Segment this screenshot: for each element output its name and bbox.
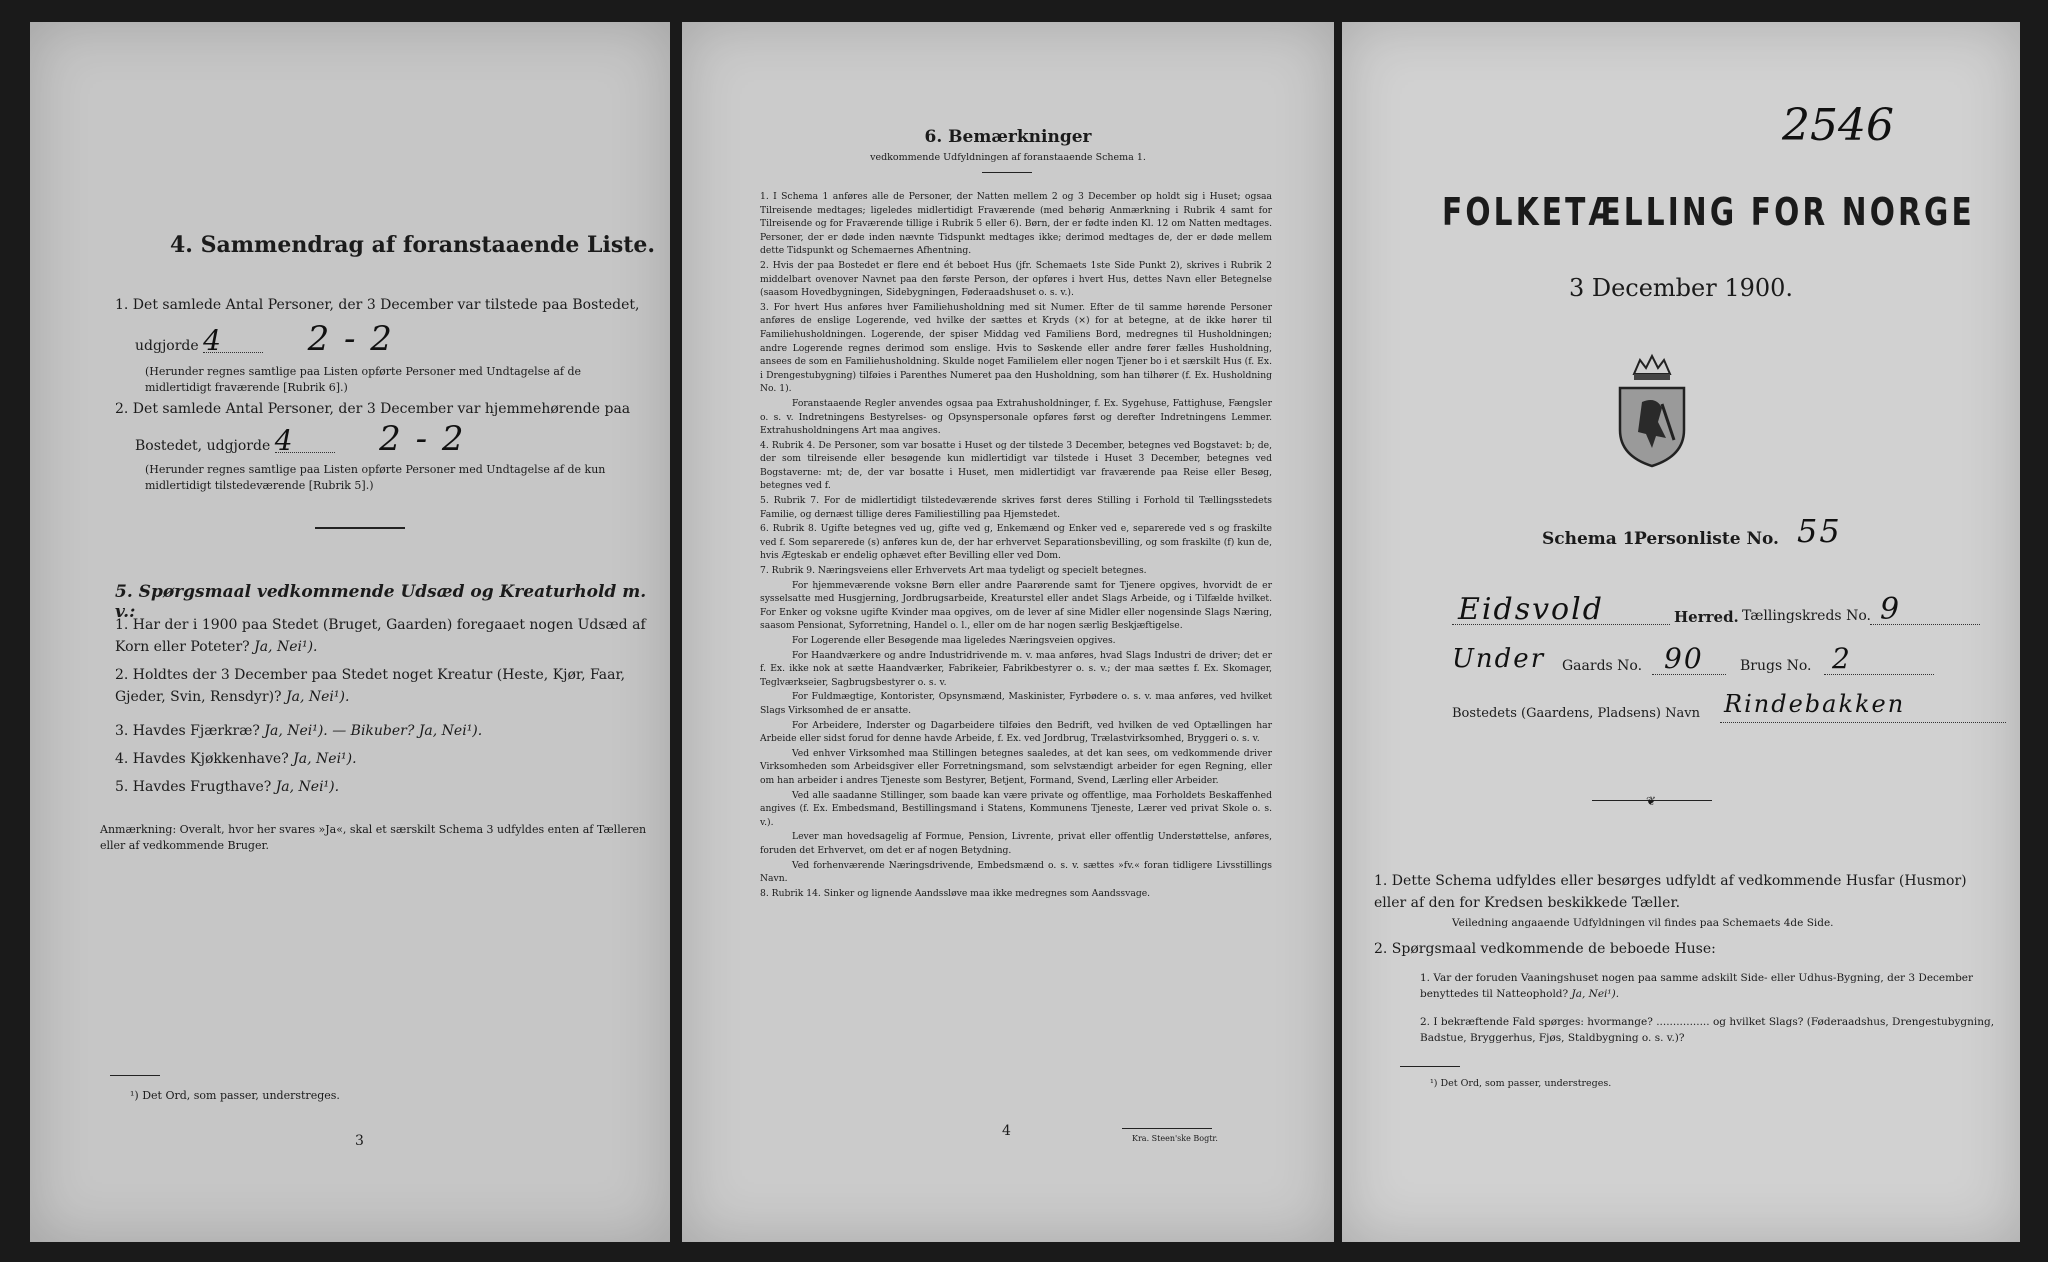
herred-label: Herred. (1674, 608, 1739, 626)
question-4 (115, 748, 650, 770)
herred-dots (1452, 624, 1670, 625)
remark-item: Ved enhver Virksomhed maa Stillingen betegnes saaledes, at det kan sees, om vedkommende driver Virksomheden som Arbeidsgiver eller Forretningsmand, som selvstændigt arbeider for egen Regning, eller om han arbeider i andres Tjeneste som Bestyrer, Betjent, Formand, Svend, Lærling eller Arbeider. (760, 747, 1272, 786)
item1-line2 (135, 319, 394, 359)
remark-item: Lever man hovedsagelig af Formue, Pension, Livrente, privat eller offentlig Understøttelse, anføres, foruden det Erhvervet, om det er af nogen Betydning. (760, 831, 1272, 856)
archive-number: 2546 (1782, 100, 1894, 151)
question-5-text: 5. Havdes Frugthave? (115, 779, 272, 795)
brugs-number: 2 (1832, 642, 1852, 675)
page-1-cover (1342, 22, 2020, 1242)
question-1 (115, 614, 650, 658)
kreds-label: Tællingskreds No. (1742, 608, 1871, 624)
remark-item: For hjemmeværende voksne Børn eller andre Paarørende samt for Tjenere opgives, hvorvidt de er sysselsatte med Husgjerning, Jordbrugsarbeide, Kreaturstel eller andet Slags Arbeide, og i Tilfælde hvilket. For Enker og voksne ugifte Kvinder maa opgives, om de lever af sine Midler eller nogensinde Slags Næring, saasom Pensionat, Syforretning, Handel o. l., eller om de har nogen særlig Beskjæftigelse. (760, 579, 1272, 632)
bosted-dots (1720, 722, 2006, 723)
item2-note: (Herunder regnes samtlige paa Listen opførte Personer med Undtagelse af de kun midlertidigt tilstedeværende [Rubrik 5].) (145, 463, 606, 492)
page-3-summary (30, 22, 670, 1242)
coat-of-arms-icon (1612, 352, 1692, 470)
footnote-rule (110, 1075, 160, 1076)
item2-line2 (135, 419, 466, 459)
remark-item: 2. Hvis der paa Bostedet er flere end ét beboet Hus (jfr. Schemaets 1ste Side Punkt 2), skrives i Rubrik 2 middelbart ovenover Navnet paa den første Person, der opføres i hvert Hus, dettes Navn eller Betegnelse (saasom Hovedbygningen, Sidebygningen, Føderaadshuset o. s. v.). (760, 259, 1272, 299)
census-date: 3 December 1900. (1568, 274, 1794, 302)
item2-prefix: Bostedet, udgjorde (135, 438, 271, 454)
footnote: ¹) Det Ord, som passer, understreges. (1430, 1078, 1612, 1089)
question-5 (115, 776, 650, 798)
item1-note: (Herunder regnes samtlige paa Listen opførte Personer med Undtagelse af de midlertidigt fraværende [Rubrik 6].) (145, 365, 582, 394)
remark-item: Ved alle saadanne Stillinger, som baade kan være private og offentlige, maa Forholdets Beskaffenhed angives (f. Ex. Embedsmand, Bestillingsmand i Statens, Kommunens Tjeneste, Lærer ved privat Skole o. s. v.). (760, 789, 1272, 828)
item1-hand-total: 4 (203, 330, 263, 353)
remark-item: For Logerende eller Besøgende maa ligeledes Næringsveien opgives. (792, 635, 1116, 646)
schema-label: Schema 1. (1542, 529, 1641, 549)
question-1-text: 1. Har der i 1900 paa Stedet (Bruget, Gaarden) foregaaet nogen Udsæd af Korn eller Poteter? (115, 617, 646, 655)
question-2 (115, 664, 650, 708)
ornament-icon: ❦ (1646, 794, 1657, 808)
instruction-1-note: Veiledning angaaende Udfyldningen vil findes paa Schemaets 4de Side. (1452, 917, 1834, 929)
remark-item: Foranstaaende Regler anvendes ogsaa paa Extrahusholdninger, f. Ex. Sygehuse, Fattighuse, Fængsler o. s. v. Indretningens Bestyrelses- og Opsynspersonale opføres først og derefter Indretningens Lemmer. Extrahusholdningens Art maa angives. (760, 397, 1272, 437)
kreds-number: 9 (1880, 592, 1902, 627)
gaards-row (1452, 642, 2012, 684)
instruction-2-q1-answer: Ja, Nei¹). (1571, 988, 1620, 1000)
instruction-2: 2. Spørgsmaal vedkommende de beboede Huse: (1374, 941, 1716, 957)
remarks-subtitle-rule (982, 172, 1032, 173)
printer-rule (1122, 1128, 1212, 1129)
question-3-text: 3. Havdes Fjærkræ? (115, 723, 260, 739)
section4-title: 4. Sammendrag af foranstaaende Liste. (170, 232, 656, 258)
question-2-text: 2. Holdtes der 3 December paa Stedet noget Kreatur (Heste, Kjør, Faar, Gjeder, Svin, Rensdyr)? (115, 667, 626, 705)
remarks-list (760, 190, 1272, 901)
remark-item: 4. Rubrik 4. De Personer, som var bosatte i Huset og der tilstede 3 December, betegnes ved Bogstavet: b; de, der som tilreisende eller besøgende kun midlertidigt var tilstede i Huset 3 December, betegnes ved Bogstaverne: mt; de, der var bosatte i Huset, men midlertidigt var fraværende paa Reise eller Besøg, betegnes ved f. (760, 439, 1272, 492)
page-number-3: 3 (355, 1133, 364, 1149)
item1-line1: 1. Det samlede Antal Personer, der 3 December var tilstede paa Bostedet, (115, 297, 640, 313)
brugs-label: Brugs No. (1740, 658, 1812, 674)
remarks-title: 6. Bemærkninger (924, 127, 1092, 147)
gaards-number: 90 (1664, 642, 1704, 675)
item2-hand-split: 2 - 2 (379, 419, 466, 459)
instruction-2-q1-text: 1. Var der foruden Vaaningshuset nogen paa samme adskilt Side- eller Udhus-Bygning, der 3 December benyttedes til Natteophold? (1420, 972, 1974, 1000)
instruction-2-q1 (1420, 970, 2010, 1002)
item2-hand-total: 4 (275, 430, 335, 453)
item1-hand-split: 2 - 2 (307, 319, 394, 359)
anmerkning: Anmærkning: Overalt, hvor her svares »Ja«, skal et særskilt Schema 3 udfyldes enten af Tælleren eller af vedkommende Bruger. (100, 823, 647, 852)
question-5-answer: Ja, Nei¹). (275, 779, 340, 795)
remark-item: For Haandværkere og andre Industridrivende m. v. maa anføres, hvad Slags Industri de driver; det er f. Ex. ikke nok at sætte Haandværker, Fabrikeier, Fabrikbestyrer o. s. v.; der maa sættes f. Ex. Skomager, Teglværkseier, Sagbrugsbestyrer o. s. v. (760, 649, 1272, 688)
page-number-4: 4 (1002, 1123, 1011, 1139)
footnote: ¹) Det Ord, som passer, understreges. (130, 1089, 340, 1102)
personliste-number: 55 (1797, 512, 1842, 550)
divider (315, 527, 405, 529)
instruction-2-q2: 2. I bekræftende Fald spørges: hvormange? ................ og hvilket Slags? (Føderaadshus, Drengestubygning, Badstue, Bryggerhus, Fjøs, Staldbygning o. s. v.)? (1420, 1016, 1995, 1044)
remark-item: 5. Rubrik 7. For de midlertidigt tilstedeværende skrives først deres Stilling i Forhold til Tællingsstedets Familie, og dernæst tillige deres Familiestilling paa Hjemstedet. (760, 495, 1272, 520)
remarks-subtitle: vedkommende Udfyldningen af foranstaaende Schema 1. (870, 152, 1146, 163)
question-2-answer: Ja, Nei¹). (286, 689, 350, 705)
gaards-label: Gaards No. (1562, 658, 1643, 674)
bosted-label: Bostedets (Gaardens, Pladsens) Navn (1452, 706, 1700, 721)
question-4-text: 4. Havdes Kjøkkenhave? (115, 751, 289, 767)
remark-item: Ved forhenværende Næringsdrivende, Embedsmænd o. s. v. sættes »fv.« foran tidligere Livsstillings Navn. (760, 859, 1272, 885)
question-3 (115, 720, 650, 742)
gaards-dots (1652, 674, 1726, 675)
question-4-answer: Ja, Nei¹). (293, 751, 357, 767)
brugs-dots (1824, 674, 1934, 675)
herred-row (1452, 592, 2012, 634)
remark-item: 7. Rubrik 9. Næringsveiens eller Erhvervets Art maa tydeligt og specielt betegnes. (760, 565, 1147, 577)
question-3-answer: Ja, Nei¹). — Bikuber? Ja, Nei¹). (264, 723, 483, 739)
printer-credit: Kra. Steen'ske Bogtr. (1132, 1134, 1218, 1143)
bosted-hand: Rindebakken (1724, 690, 1906, 718)
footnote-rule (1400, 1066, 1460, 1067)
remark-item: 6. Rubrik 8. Ugifte betegnes ved ug, gifte ved g, Enkemænd og Enker ved e, separerede ved s og fraskilte ved f. Som separerede (s) anføres kun de, der har erhvervet Separationsbevilling, og som fraskilte (f) kun de, hvis Ægteskab er endelig ophævet efter Bevilling eller ved Dom. (760, 523, 1272, 562)
item1-prefix: udgjorde (135, 338, 199, 354)
remark-item: For Arbeidere, Inderster og Dagarbeidere tilføies den Bedrift, ved hvilken de ved Optællingen har Arbeide eller sidst forud for denne havde Arbeide, f. Ex. ved Jordbrug, Trælastvirksomhed, Bryggeri o. s. v. (760, 719, 1272, 745)
question-1-answer: Ja, Nei¹). (254, 639, 318, 655)
prefix-hand: Under (1452, 644, 1546, 674)
remark-item: For Fuldmægtige, Kontorister, Opsynsmænd, Maskinister, Fyrbødere o. s. v. maa anføres, ved hvilket Slags Virksomhed de er ansatte. (760, 691, 1272, 716)
bosted-row (1452, 690, 2012, 732)
page-4-remarks (682, 22, 1334, 1242)
instruction-1: 1. Dette Schema udfyldes eller besørges udfyldt af vedkommende Husfar (Husmor) eller af den for Kredsen beskikkede Tæller. (1374, 873, 1967, 911)
kreds-dots (1870, 624, 1980, 625)
census-title: FOLKETÆLLING FOR NORGE (1442, 190, 1975, 234)
personliste-label: Personliste No. (1634, 529, 1779, 549)
herred-hand: Eidsvold (1458, 592, 1604, 627)
remark-item: 8. Rubrik 14. Sinker og lignende Aandssløve maa ikke medregnes som Aandssvage. (760, 887, 1151, 899)
section5-title: 5. Spørgsmaal vedkommende Udsæd og Kreaturhold m. v.: (115, 582, 647, 622)
remark-item: 1. I Schema 1 anføres alle de Personer, der Natten mellem 2 og 3 December op holdt sig i Huset; ogsaa Tilreisende medtages; ligeledes midlertidigt Fraværende (med behørig Anmærkning i Rubrik 4 samt for Tilreisende og for Fraværende tillige i Rubrik 5 eller 6). Børn, der er fødte inden Kl. 12 om Natten medtages. Personer, der er døde inden nævnte Tidspunkt medtages ikke; derimod medtages de, der er døde mellem dette Tidspunkt og Schemaernes Afhentning. (760, 191, 1272, 257)
remark-item: 3. For hvert Hus anføres hver Familiehusholdning med sit Numer. Efter de til samme hørende Personer anføres de enslige Logerende, ved hvilke der sættes et Kryds (×) for at betegne, at de ikke hører til Familiehusholdningen. Logerende, der spiser Middag ved Familiens Bord, medregnes til Husholdningen; andre Logerende regnes derimod som enslige. Hvis to Søskende eller andre fører fælles Husholdning, ansees de som en Familiehusholdning. Skulde noget Familielem eller nogen Tjener bo i et særskilt Hus (f. Ex. i Drengestubygning) tilføies i Parenthes Numeret paa den Husholdning, som han tilhører (f. Ex. Husholdning No. 1). (760, 301, 1272, 395)
item2-line1: 2. Det samlede Antal Personer, der 3 December var hjemmehørende paa (115, 401, 631, 417)
